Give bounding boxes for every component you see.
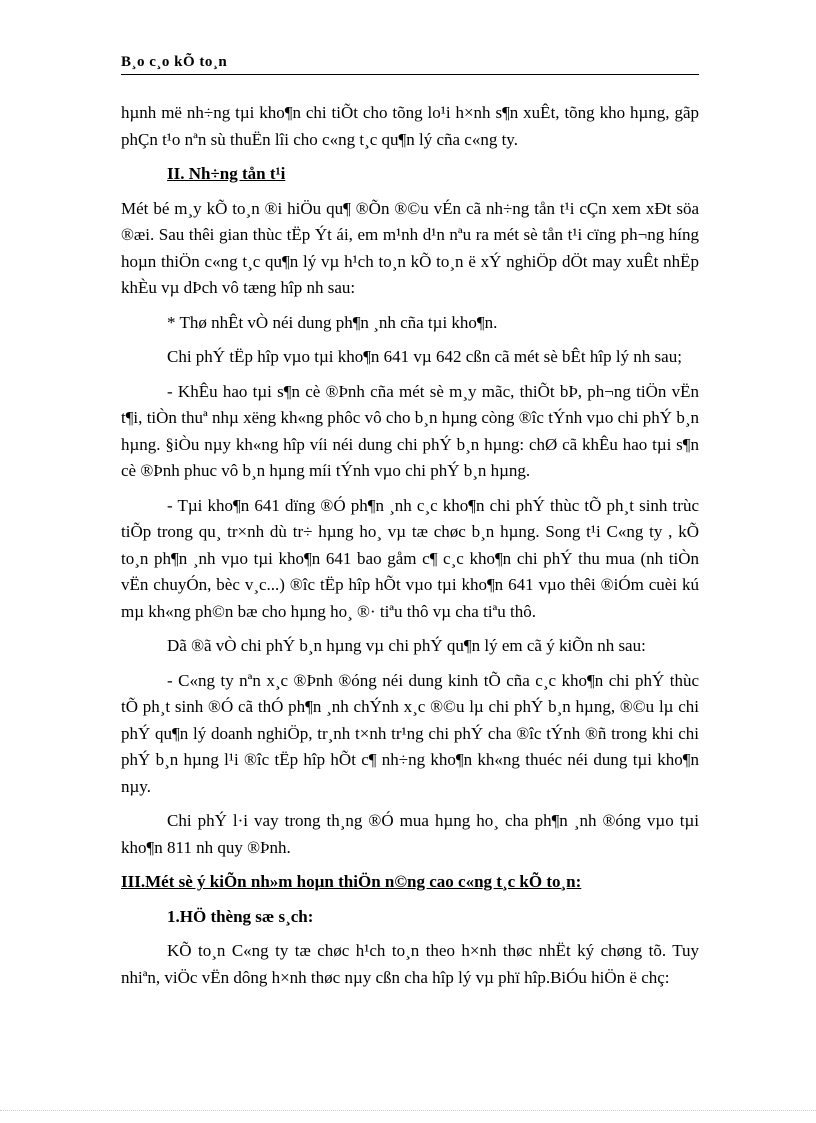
paragraph-journal-form: KÕ to¸n C«ng ty tæ chøc h¹ch to¸n theo h×nh thøc nhËt ký chøng tõ. Tuy nhiªn, viÖc vËn dông h×nh thøc nµy cßn cha hîp lý vµ phï hîp.BiÓu hiÖn ë chç: <box>121 941 699 987</box>
section-heading-ii: II. Nh÷ng tån t¹i <box>167 164 286 183</box>
paragraph-opinion: Dã ®ã vÒ chi phÝ b¸n hµng vµ chi phÝ qu¶n lý em cã ý kiÕn nh sau: <box>167 636 646 655</box>
paragraph-intro-shortcomings: Mét bé m¸y kÕ to¸n ®i hiÖu qu¶ ®Õn ®©u vÉn cã nh÷ng tån t¹i cÇn xem xÐt söa ®æi. Sau thêi gian thùc tËp Ýt ái, em m¹nh d¹n nªu ra mét sè tån t¹i cïng ph¬ng híng hoµn thiÖn c«ng t¸c qu¶n lý vµ h¹ch to¸n kÕ to¸n ë xÝ nghiÖp dÖt may xuÊt nhËp khÈu vµ dÞch vô tæng hîp nh sau: <box>121 198 699 297</box>
header-title: B¸o c¸o kÕ to¸n <box>121 54 228 70</box>
paragraph-company-should: - C«ng ty nªn x¸c ®Þnh ®óng néi dung kinh tÕ cña c¸c kho¶n chi phÝ thùc tÕ ph¸t sinh ®Ó cã thÓ ph¶n ¸nh chÝnh x¸c ®©u lµ chi phÝ b¸n hµng, ®©u lµ chi phÝ qu¶n lý doanh nghiÖp, tr¸nh t×nh tr¹ng chi phÝ cha ®îc tÝnh ®ñ trong khi chi phÝ b¸n hµng l¹i ®îc tËp hîp hÕt c¶ nh÷ng kho¶n kh«ng thuéc néi dung tµi kho¶n nµy. <box>121 670 699 796</box>
page-header <box>121 52 699 75</box>
paragraph-interest-811: Chi phÝ l·i vay trong th¸ng ®Ó mua hµng ho¸ cha ph¶n ¸nh ®óng vµo tµi kho¶n 811 nh quy ®Þnh. <box>121 811 699 857</box>
document-body <box>121 100 699 999</box>
section-heading-iii: III.Mét sè ý kiÕn nh»m hoµn thiÖn n©ng cao c«ng t¸c kÕ to¸n: <box>121 872 582 891</box>
page-bottom-divider <box>0 1110 816 1111</box>
paragraph-depreciation: - KhÊu hao tµi s¶n cè ®Þnh cña mét sè m¸y mãc, thiÕt bÞ, ph¬ng tiÖn vËn t¶i, tiÒn thuª nhµ xëng kh«ng phôc vô cho b¸n hµng còng ®îc tÝnh vµo chi phÝ b¸n hµng. §iÒu nµy kh«ng hîp víi néi dung chi phÝ b¸n hµng: chØ cã khÊu hao tµi s¶n cè ®Þnh phuc vô b¸n hµng míi tÝnh vµo chi phÝ b¸n hµng. <box>121 381 699 480</box>
paragraph-first-point: * Thø nhÊt vÒ néi dung ph¶n ¸nh cña tµi kho¶n. <box>167 312 498 332</box>
paragraph-account-641: - Tµi kho¶n 641 dïng ®Ó ph¶n ¸nh c¸c kho¶n chi phÝ thùc tÕ ph¸t sinh trùc tiÕp trong qu¸ tr×nh dù tr÷ hµng ho¸ vµ tæ chøc b¸n hµng. Song t¹i C«ng ty , kÕ to¸n ph¶n ¸nh vµo tµi kho¶n 641 bao gåm c¶ c¸c kho¶n chi phÝ thu mua (nh tiÒn vËn chuyÓn, bèc v¸c...) ®îc tËp hîp hÕt vµo tµi kho¶n 641 vµo thêi ®iÓm cuèi kú mµ kh«ng ph©n bæ cho hµng ho¸ ®· tiªu thô vµ cha tiªu thô. <box>121 495 699 621</box>
paragraph-continuation: hµnh më nh÷ng tµi kho¶n chi tiÕt cho tõng lo¹i h×nh s¶n xuÊt, tõng kho hµng, gãp phÇn t¹o nªn sù thuËn lîi cho c«ng t¸c qu¶n lý cña c«ng ty. <box>121 103 699 149</box>
subheading-bookkeeping: 1.HÖ thèng sæ s¸ch: <box>167 906 314 926</box>
paragraph-costs-641-642: Chi phÝ tËp hîp vµo tµi kho¶n 641 vµ 642 cßn cã mét sè bÊt hîp lý nh sau; <box>167 347 682 366</box>
